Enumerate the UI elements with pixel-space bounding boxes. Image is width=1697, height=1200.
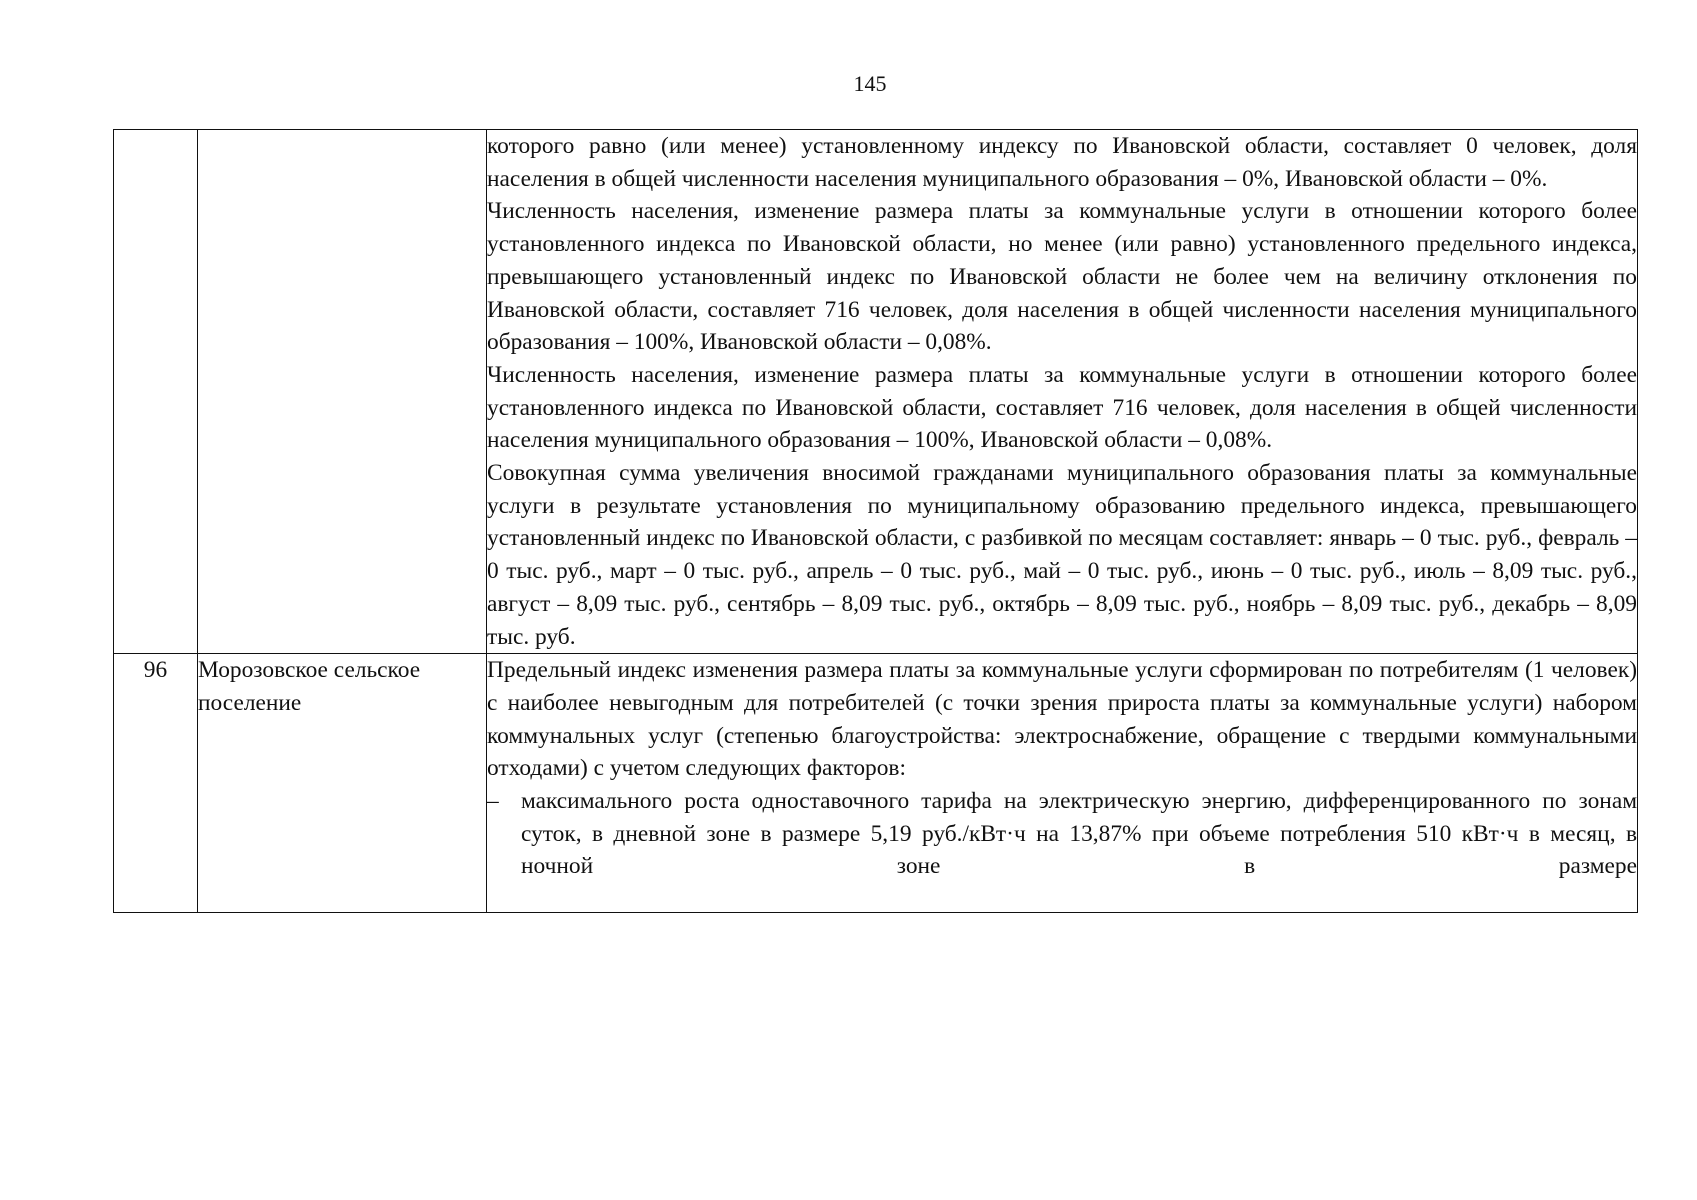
table-row-continuation (114, 130, 1638, 654)
description-cell (487, 654, 1638, 913)
paragraph-population-between: Численность населения, изменение размера платы за коммунальные услуги в отношении которого более установленного индекса по Ивановской области, но менее (или равно) установленного предельного индекса, превышающего установленный индекс по Ивановской области не более чем на величину отклонения по Ивановской области, составляет 716 человек, доля населения в общей численности населения муниципального образования – 100%, Ивановской области – 0,08%. (487, 198, 1637, 356)
paragraph-population-equal: которого равно (или менее) установленному индексу по Ивановской области, составляет 0 человек, доля населения в общей численности населения муниципального образования – 0%, Ивановской области – 0%. (487, 133, 1637, 192)
paragraph-index-formation: Предельный индекс изменения размера платы за коммунальные услуги сформирован по потребителям (1 человек) с наиболее невыгодным для потребителей (с точки зрения прироста платы за коммунальные услуги) набором коммунальных услуг (степенью благоустройства: электроснабжение, обращение с твердыми коммунальными отходами) с учетом следующих факторов: (487, 657, 1637, 782)
paragraph-monthly-increase: Совокупная сумма увеличения вносимой гражданами муниципального образования платы за коммунальные услуги в результате установления по муниципальному образованию предельного индекса, превышающего установленный индекс по Ивановской области, с разбивкой по месяцам составляет: январь – 0 тыс. руб., февраль – 0 тыс. руб., март – 0 тыс. руб., апрель – 0 тыс. руб., май – 0 тыс. руб., июнь – 0 тыс. руб., июль – 8,09 тыс. руб., август – 8,09 тыс. руб., сентябрь – 8,09 тыс. руб., октябрь – 8,09 тыс. руб., ноябрь – 8,09 тыс. руб., декабрь – 8,09 тыс. руб. (487, 460, 1637, 650)
paragraph-population-above: Численность населения, изменение размера платы за коммунальные услуги в отношении которого более установленного индекса по Ивановской области, составляет 716 человек, доля населения в общей численности населения муниципального образования – 100%, Ивановской области – 0,08%. (487, 361, 1637, 454)
municipality-name-cell: Морозовское сельское поселение (198, 654, 487, 913)
municipal-index-table (113, 129, 1638, 913)
bullet-text: максимального роста одноставочного тарифа на электрическую энергию, дифференцированного по зонам суток, в дневной зоне в размере 5,19 руб./кВт·ч на 13,87% при объеме потребления 510 кВт·ч в месяц, в ночной зоне в размере (521, 788, 1637, 880)
description-cell (487, 130, 1638, 654)
municipality-name-cell (198, 130, 487, 654)
dash-bullet: – (487, 788, 499, 815)
row-number-cell (114, 130, 198, 654)
page-number: 145 (853, 71, 887, 96)
list-item-electricity-tariff (487, 785, 1637, 883)
table-row-96 (114, 654, 1638, 913)
row-number-cell: 96 (114, 654, 198, 913)
